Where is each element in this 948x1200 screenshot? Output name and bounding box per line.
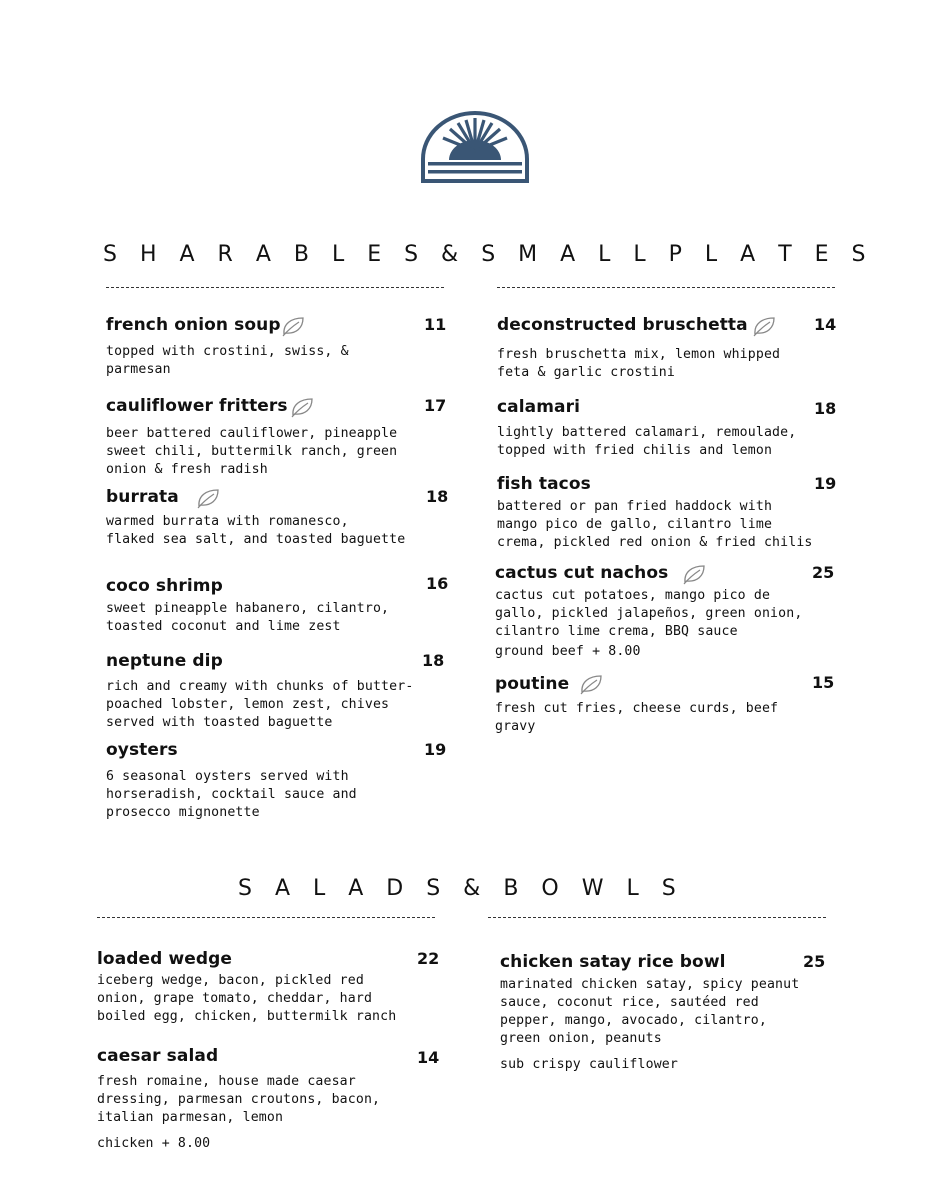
divider-right bbox=[497, 287, 835, 288]
item-addon: chicken + 8.00 bbox=[97, 1136, 211, 1151]
item-price: 22 bbox=[417, 949, 440, 968]
item-name: caesar salad bbox=[97, 1046, 219, 1066]
leaf-icon bbox=[578, 673, 604, 695]
leaf-icon bbox=[195, 487, 221, 509]
divider-right bbox=[488, 917, 826, 918]
item-description: warmed burrata with romanesco, flaked sea salt, and toasted baguette bbox=[106, 514, 406, 547]
item-price: 25 bbox=[812, 563, 835, 582]
leaf-icon bbox=[751, 315, 777, 337]
item-name: neptune dip bbox=[106, 651, 223, 671]
item-price: 18 bbox=[422, 651, 445, 670]
item-name: calamari bbox=[497, 397, 581, 417]
item-description: rich and creamy with chunks of butter- poached lobster, lemon zest, chives served with toasted baguette bbox=[106, 679, 414, 730]
item-price: 17 bbox=[424, 396, 447, 415]
item-price: 11 bbox=[424, 315, 447, 334]
item-description: sweet pineapple habanero, cilantro, toasted coconut and lime zest bbox=[106, 601, 390, 634]
section-title-sharables: S H A R A B L E S & S M A L L P L A T E S bbox=[103, 242, 874, 267]
item-price: 14 bbox=[417, 1048, 440, 1067]
item-description: lightly battered calamari, remoulade, topped with fried chilis and lemon bbox=[497, 425, 797, 458]
item-price: 19 bbox=[814, 474, 837, 493]
item-name: burrata bbox=[106, 487, 179, 507]
item-name: loaded wedge bbox=[97, 949, 233, 969]
item-name: chicken satay rice bowl bbox=[500, 952, 726, 972]
item-name: poutine bbox=[495, 674, 570, 694]
leaf-icon bbox=[681, 563, 707, 585]
item-description: battered or pan fried haddock with mango pico de gallo, cilantro lime crema, pickled red onion & fried chilis bbox=[497, 499, 813, 550]
item-description: 6 seasonal oysters served with horseradish, cocktail sauce and prosecco mignonette bbox=[106, 769, 357, 820]
item-name: french onion soup bbox=[106, 315, 281, 335]
item-price: 18 bbox=[426, 487, 449, 506]
item-description: topped with crostini, swiss, & parmesan bbox=[106, 344, 349, 377]
sunrise-arch-icon bbox=[418, 107, 532, 183]
item-price: 15 bbox=[812, 673, 835, 692]
item-name: cactus cut nachos bbox=[495, 563, 669, 583]
leaf-icon bbox=[280, 315, 306, 337]
item-description: beer battered cauliflower, pineapple sweet chili, buttermilk ranch, green onion & fresh radish bbox=[106, 426, 398, 477]
item-name: oysters bbox=[106, 740, 178, 760]
item-price: 14 bbox=[814, 315, 837, 334]
item-description: marinated chicken satay, spicy peanut sauce, coconut rice, sautéed red pepper, mango, avocado, cilantro, green onion, peanuts bbox=[500, 977, 800, 1046]
item-name: deconstructed bruschetta bbox=[497, 315, 748, 335]
item-addon: sub crispy cauliflower bbox=[500, 1057, 678, 1072]
item-description: fresh romaine, house made caesar dressing, parmesan croutons, bacon, italian parmesan, lemon bbox=[97, 1074, 381, 1125]
item-name: cauliflower fritters bbox=[106, 396, 288, 416]
item-description: fresh bruschetta mix, lemon whipped feta & garlic crostini bbox=[497, 347, 781, 380]
item-name: fish tacos bbox=[497, 474, 591, 494]
leaf-icon bbox=[289, 396, 315, 418]
item-price: 16 bbox=[426, 574, 449, 593]
item-addon: ground beef + 8.00 bbox=[495, 644, 641, 659]
divider-left bbox=[106, 287, 444, 288]
item-name: coco shrimp bbox=[106, 576, 223, 596]
item-description: cactus cut potatoes, mango pico de gallo, pickled jalapeños, green onion, cilantro lime crema, BBQ sauce bbox=[495, 588, 803, 639]
divider-left bbox=[97, 917, 435, 918]
item-description: iceberg wedge, bacon, pickled red onion, grape tomato, cheddar, hard boiled egg, chicken, buttermilk ranch bbox=[97, 973, 397, 1024]
item-description: fresh cut fries, cheese curds, beef gravy bbox=[495, 701, 779, 734]
item-price: 18 bbox=[814, 399, 837, 418]
section-title-salads: S A L A D S & B O W L S bbox=[238, 876, 684, 901]
item-price: 25 bbox=[803, 952, 826, 971]
item-price: 19 bbox=[424, 740, 447, 759]
